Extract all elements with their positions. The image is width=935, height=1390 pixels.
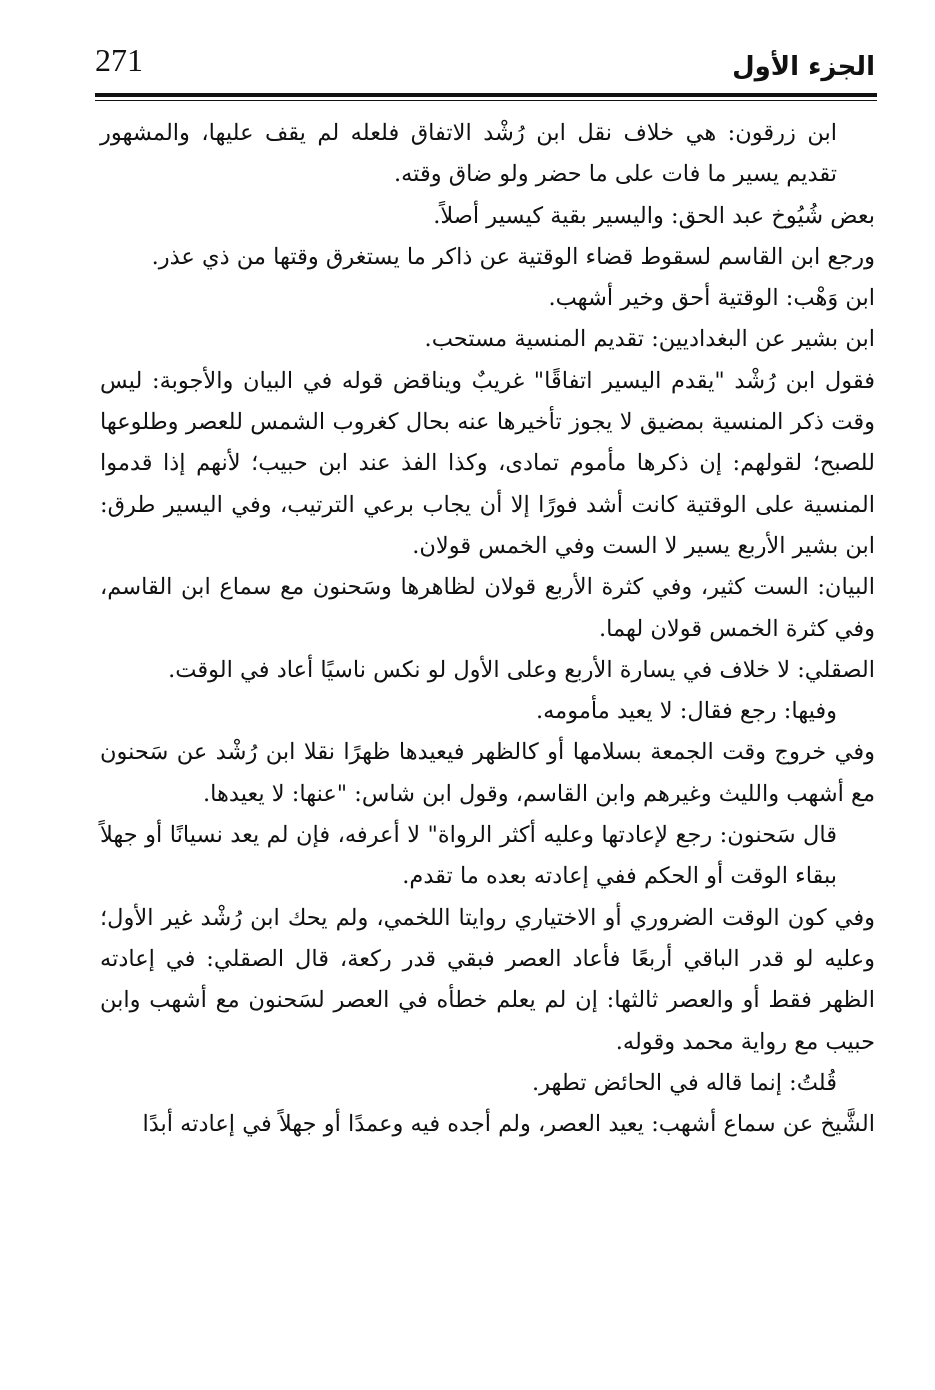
paragraph: وفيها: رجع فقال: لا يعيد مأمومه. xyxy=(535,698,837,725)
paragraph: ابن زرقون: هي خلاف نقل ابن رُشْد الاتفاق فلعله لم يقف عليها، والمشهور تقديم يسير ما فات على ما حضر ولو ضاق وقته. xyxy=(100,120,837,188)
page-number: 271 xyxy=(95,42,143,78)
paragraph: وفي خروج وقت الجمعة بسلامها أو كالظهر فيعيدها ظهرًا نقلا ابن رُشْد عن سَحنون مع أشهب والليث وغيرهم وابن القاسم، وقول ابن شاس: "عنها: لا يعيدها. xyxy=(100,739,875,807)
paragraph: بعض شُيُوخ عبد الحق: واليسير بقية كيسير أصلاً. xyxy=(433,202,875,229)
paragraph: الشَّيخ عن سماع أشهب: يعيد العصر، ولم أجده فيه وعمدًا أو جهلاً في إعادته أبدًا xyxy=(142,1111,875,1138)
paragraph: وفي كون الوقت الضروري أو الاختياري روايتا اللخمي، ولم يحك ابن رُشْد غير الأول؛ وعليه لو قدر الباقي أربعًا فأعاد العصر فبقي قدر ركعة، قال الصقلي: في إعادته الظهر فقط أو والعصر ثالثها: إن لم يعلم خطأه في العصر لسَحنون مع أشهب وابن حبيب مع رواية محمد وقوله. xyxy=(100,904,876,1055)
paragraph: ابن بشير عن البغداديين: تقديم المنسية مستحب. xyxy=(424,326,875,353)
page-header xyxy=(95,40,875,96)
paragraph: البيان: الست كثير، وفي كثرة الأربع قولان لظاهرها وسَحنون مع سماع ابن القاسم، وفي كثرة الخمس قولان لهما. xyxy=(100,574,875,642)
paragraph: قُلتُ: إنما قاله في الحائض تطهر. xyxy=(531,1069,837,1096)
body-text xyxy=(100,113,875,1145)
paragraph: فقول ابن رُشْد "يقدم اليسير اتفاقًا" غريبٌ ويناقض قوله في البيان والأجوبة: ليس وقت ذكر المنسية بمضيق لا يجوز تأخيرها عنه بحال كغروب الشمس للعصر وطلوعها للصبح؛ لقولهم: إن ذكرها مأموم تمادى، وكذا الفذ عند ابن حبيب؛ لأنهم إذا قدموا المنسية على الوقتية كانت أشد فورًا إلا أن يجاب برعي الترتيب، وفي اليسير طرق: ابن بشير الأربع يسير لا الست وفي الخمس قولان. xyxy=(100,367,875,559)
paragraph: الصقلي: لا خلاف في يسارة الأربع وعلى الأول لو نكس ناسيًا أعاد في الوقت. xyxy=(168,656,875,683)
paragraph: قال سَحنون: رجع لإعادتها وعليه أكثر الرواة" لا أعرفه، فإن لم يعد نسيانًا أو جهلاً ببقاء الوقت أو الحكم ففي إعادته بعده ما تقدم. xyxy=(100,822,837,890)
running-head: الجزء الأول xyxy=(732,52,875,82)
paragraph: ابن وَهْب: الوقتية أحق وخير أشهب. xyxy=(548,285,875,312)
paragraph: ورجع ابن القاسم لسقوط قضاء الوقتية عن ذاكر ما يستغرق وقتها من ذي عذر. xyxy=(151,243,875,270)
header-rule-thin xyxy=(95,100,877,101)
header-rule-thick xyxy=(95,93,877,97)
